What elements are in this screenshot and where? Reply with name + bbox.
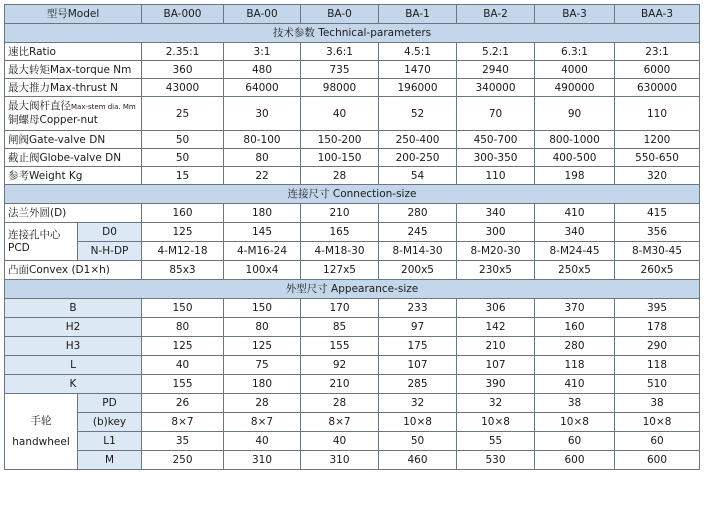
table-cell: 250x5 — [535, 261, 615, 280]
table-cell: 4.5:1 — [379, 43, 457, 61]
table-cell: 550-650 — [615, 149, 700, 167]
section-title-tech: 技术参数 Technical-parameters — [5, 24, 700, 43]
table-cell: 10×8 — [535, 413, 615, 432]
row-label: 最大推力Max-thrust N — [5, 79, 142, 97]
pcd-label-line1: 连接孔中心 — [8, 228, 61, 241]
table-row — [5, 318, 700, 337]
table-cell: 142 — [457, 318, 535, 337]
table-cell: 233 — [379, 299, 457, 318]
table-cell: 110 — [457, 167, 535, 185]
table-cell: 356 — [615, 223, 700, 242]
table-cell: 175 — [379, 337, 457, 356]
handwheel-label-line1: 手轮 — [30, 414, 52, 427]
table-cell: 125 — [142, 223, 224, 242]
table-cell: 340 — [457, 204, 535, 223]
table-row — [5, 43, 700, 61]
table-row — [5, 97, 700, 131]
table-cell: 50 — [142, 149, 224, 167]
handwheel-label — [5, 394, 78, 470]
table-cell: 80 — [224, 318, 301, 337]
table-cell: 70 — [457, 97, 535, 131]
row-label: 法兰外圆(D) — [5, 204, 142, 223]
table-cell: 8-M14-30 — [379, 242, 457, 261]
table-cell: 8×7 — [142, 413, 224, 432]
table-cell: 38 — [535, 394, 615, 413]
table-cell: 10×8 — [615, 413, 700, 432]
table-cell: 630000 — [615, 79, 700, 97]
table-cell: 150-200 — [301, 131, 379, 149]
section-title-conn: 连接尺寸 Connection-size — [5, 185, 700, 204]
table-cell: 8-M30-45 — [615, 242, 700, 261]
table-row — [5, 375, 700, 394]
table-cell: 3.6:1 — [301, 43, 379, 61]
table-cell: 4-M16-24 — [224, 242, 301, 261]
table-row — [5, 149, 700, 167]
table-cell: 38 — [615, 394, 700, 413]
table-cell: 155 — [301, 337, 379, 356]
table-cell: 285 — [379, 375, 457, 394]
table-cell: 85 — [301, 318, 379, 337]
table-cell: 145 — [224, 223, 301, 242]
table-row — [5, 394, 700, 413]
table-cell: 260x5 — [615, 261, 700, 280]
table-cell: 196000 — [379, 79, 457, 97]
table-cell: 30 — [224, 97, 301, 131]
table-cell: 80 — [224, 149, 301, 167]
table-cell: 245 — [379, 223, 457, 242]
table-cell: 230x5 — [457, 261, 535, 280]
table-cell: 107 — [457, 356, 535, 375]
section-row — [5, 24, 700, 43]
row-label: 闸阀Gate-valve DN — [5, 131, 142, 149]
table-cell: 4-M12-18 — [142, 242, 224, 261]
table-cell: 40 — [142, 356, 224, 375]
table-row — [5, 261, 700, 280]
table-row — [5, 167, 700, 185]
sub-label: M — [78, 451, 142, 470]
table-cell: 150 — [224, 299, 301, 318]
table-cell: 28 — [301, 167, 379, 185]
table-cell: 735 — [301, 61, 379, 79]
table-cell: 28 — [224, 394, 301, 413]
header-row — [5, 5, 700, 24]
sub-label: PD — [78, 394, 142, 413]
table-cell: 450-700 — [457, 131, 535, 149]
table-cell: 55 — [457, 432, 535, 451]
row-label: B — [5, 299, 142, 318]
table-cell: 155 — [142, 375, 224, 394]
table-cell: 600 — [535, 451, 615, 470]
table-cell: 390 — [457, 375, 535, 394]
table-cell: 6000 — [615, 61, 700, 79]
table-cell: 310 — [224, 451, 301, 470]
table-cell: 26 — [142, 394, 224, 413]
model-col: BA-3 — [535, 5, 615, 24]
table-cell: 1200 — [615, 131, 700, 149]
table-cell: 306 — [457, 299, 535, 318]
table-row — [5, 204, 700, 223]
table-cell: 178 — [615, 318, 700, 337]
table-cell: 410 — [535, 204, 615, 223]
sub-label: D0 — [78, 223, 142, 242]
table-cell: 127x5 — [301, 261, 379, 280]
table-cell: 43000 — [142, 79, 224, 97]
table-cell: 2940 — [457, 61, 535, 79]
table-cell: 280 — [379, 204, 457, 223]
table-cell: 250-400 — [379, 131, 457, 149]
table-cell: 8×7 — [301, 413, 379, 432]
table-cell: 600 — [615, 451, 700, 470]
row-label: 截止阀Globe-valve DN — [5, 149, 142, 167]
table-cell: 54 — [379, 167, 457, 185]
table-cell: 52 — [379, 97, 457, 131]
table-cell: 410 — [535, 375, 615, 394]
table-cell: 490000 — [535, 79, 615, 97]
table-cell: 4000 — [535, 61, 615, 79]
model-header: 型号Model — [5, 5, 142, 24]
table-cell: 32 — [457, 394, 535, 413]
table-row — [5, 432, 700, 451]
table-cell: 50 — [379, 432, 457, 451]
table-cell: 92 — [301, 356, 379, 375]
table-cell: 290 — [615, 337, 700, 356]
section-row — [5, 280, 700, 299]
row-label: 最大转矩Max-torque Nm — [5, 61, 142, 79]
table-cell: 340000 — [457, 79, 535, 97]
table-cell: 1470 — [379, 61, 457, 79]
sub-label: L1 — [78, 432, 142, 451]
table-cell: 22 — [224, 167, 301, 185]
table-cell: 6.3:1 — [535, 43, 615, 61]
table-cell: 200-250 — [379, 149, 457, 167]
sub-label: N-H-DP — [78, 242, 142, 261]
table-cell: 395 — [615, 299, 700, 318]
table-cell: 28 — [301, 394, 379, 413]
table-cell: 460 — [379, 451, 457, 470]
table-cell: 3:1 — [224, 43, 301, 61]
table-cell: 210 — [457, 337, 535, 356]
table-cell: 250 — [142, 451, 224, 470]
table-cell: 85x3 — [142, 261, 224, 280]
model-col: BA-000 — [142, 5, 224, 24]
table-cell: 64000 — [224, 79, 301, 97]
table-cell: 530 — [457, 451, 535, 470]
row-label: H2 — [5, 318, 142, 337]
table-cell: 480 — [224, 61, 301, 79]
table-cell: 15 — [142, 167, 224, 185]
row-label: 凸面Convex (D1×h) — [5, 261, 142, 280]
table-cell: 320 — [615, 167, 700, 185]
table-cell: 75 — [224, 356, 301, 375]
row-label-line2: 铜螺母Copper-nut — [8, 114, 98, 126]
table-cell: 8×7 — [224, 413, 301, 432]
row-label-small: Max-stem dia. Mm — [71, 103, 136, 111]
table-cell: 4-M18-30 — [301, 242, 379, 261]
table-cell: 165 — [301, 223, 379, 242]
table-cell: 50 — [142, 131, 224, 149]
table-row — [5, 61, 700, 79]
table-cell: 10×8 — [457, 413, 535, 432]
table-cell: 280 — [535, 337, 615, 356]
table-cell: 35 — [142, 432, 224, 451]
handwheel-label-line2: handwheel — [12, 435, 70, 448]
table-cell: 25 — [142, 97, 224, 131]
table-cell: 415 — [615, 204, 700, 223]
table-cell: 90 — [535, 97, 615, 131]
table-cell: 198 — [535, 167, 615, 185]
row-label: L — [5, 356, 142, 375]
table-row — [5, 79, 700, 97]
row-label: H3 — [5, 337, 142, 356]
model-col: BA-2 — [457, 5, 535, 24]
table-cell: 210 — [301, 204, 379, 223]
table-row — [5, 356, 700, 375]
table-cell: 340 — [535, 223, 615, 242]
sub-label: (b)key — [78, 413, 142, 432]
table-cell: 300-350 — [457, 149, 535, 167]
table-cell: 60 — [535, 432, 615, 451]
table-cell: 125 — [142, 337, 224, 356]
pcd-label-line2: PCD — [8, 241, 30, 254]
section-title-appear: 外型尺寸 Appearance-size — [5, 280, 700, 299]
table-cell: 8-M24-45 — [535, 242, 615, 261]
row-label — [5, 97, 142, 131]
table-cell: 510 — [615, 375, 700, 394]
table-cell: 98000 — [301, 79, 379, 97]
table-cell: 360 — [142, 61, 224, 79]
table-row — [5, 337, 700, 356]
table-row — [5, 451, 700, 470]
table-cell: 170 — [301, 299, 379, 318]
table-row — [5, 131, 700, 149]
table-cell: 40 — [301, 97, 379, 131]
table-cell: 40 — [224, 432, 301, 451]
table-cell: 80-100 — [224, 131, 301, 149]
spec-table — [4, 4, 700, 470]
table-cell: 97 — [379, 318, 457, 337]
table-cell: 210 — [301, 375, 379, 394]
row-label: K — [5, 375, 142, 394]
section-row — [5, 185, 700, 204]
table-cell: 180 — [224, 375, 301, 394]
table-cell: 8-M20-30 — [457, 242, 535, 261]
table-cell: 160 — [535, 318, 615, 337]
table-cell: 125 — [224, 337, 301, 356]
model-col: BA-00 — [224, 5, 301, 24]
table-cell: 310 — [301, 451, 379, 470]
table-cell: 60 — [615, 432, 700, 451]
row-label: 速比Ratio — [5, 43, 142, 61]
table-cell: 150 — [142, 299, 224, 318]
table-cell: 23:1 — [615, 43, 700, 61]
table-row — [5, 299, 700, 318]
table-cell: 800-1000 — [535, 131, 615, 149]
table-row — [5, 242, 700, 261]
table-cell: 200x5 — [379, 261, 457, 280]
table-cell: 32 — [379, 394, 457, 413]
table-cell: 100x4 — [224, 261, 301, 280]
table-cell: 40 — [301, 432, 379, 451]
table-cell: 10×8 — [379, 413, 457, 432]
table-cell: 107 — [379, 356, 457, 375]
table-cell: 370 — [535, 299, 615, 318]
table-cell: 110 — [615, 97, 700, 131]
table-cell: 400-500 — [535, 149, 615, 167]
table-cell: 118 — [615, 356, 700, 375]
table-cell: 300 — [457, 223, 535, 242]
table-row — [5, 413, 700, 432]
table-cell: 180 — [224, 204, 301, 223]
model-col: BAA-3 — [615, 5, 700, 24]
model-col: BA-0 — [301, 5, 379, 24]
table-cell: 100-150 — [301, 149, 379, 167]
table-cell: 80 — [142, 318, 224, 337]
row-label-main: 最大阀杆直径 — [8, 100, 71, 112]
row-label: 参考Weight Kg — [5, 167, 142, 185]
table-cell: 118 — [535, 356, 615, 375]
table-row — [5, 223, 700, 242]
table-cell: 2.35:1 — [142, 43, 224, 61]
table-cell: 160 — [142, 204, 224, 223]
table-cell: 5.2:1 — [457, 43, 535, 61]
pcd-label — [5, 223, 78, 261]
model-col: BA-1 — [379, 5, 457, 24]
